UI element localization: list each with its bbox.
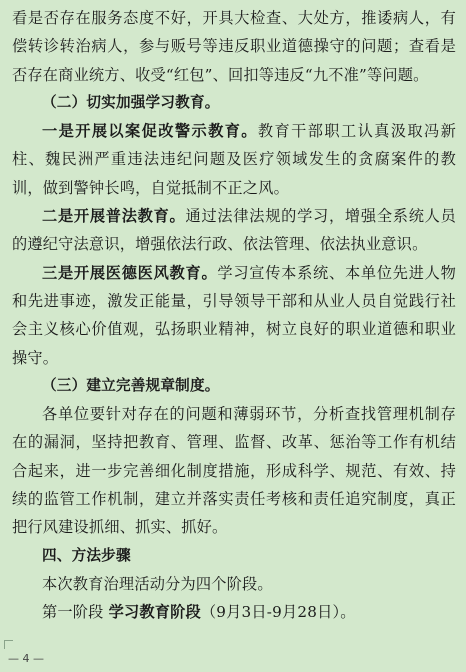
body-law-education: 通过法律法规的学习，增强全系统人员的遵纪守法意识，增强依法行政、依法管理、依法执业意识。 [12, 207, 456, 254]
paragraph-regulations: 各单位要针对存在的问题和薄弱环节，分析查找管理机制存在的漏洞，坚持把教育、管理、监督、改革、惩治等工作有机结合起来，进一步完善细化制度措施，形成科学、规范、有效、持续的监管工作机制，建立并落实责任考核和责任追究制度，真正把行风建设抓细、抓实、抓好。 [12, 405, 456, 537]
section-heading-method-steps: 四、方法步骤 [42, 546, 131, 564]
section-heading-regulations: （三）建立完善规章制度。 [42, 376, 220, 394]
body-ethics-education: 学习宣传本系统、本单位先进人物和先进事迹，激发正能量，引导领导干部和从业人员自觉践行社会主义核心价值观，弘扬职业精神，树立良好的职业道德和职业操守。 [12, 263, 456, 367]
paragraph-law-education [12, 202, 456, 259]
stage-one-lead: 学习教育阶段 [108, 603, 201, 622]
paragraph-inspection-items: 看是否存在服务态度不好，开具大检查、大处方，推诿病人，有偿转诊转治病人，参与贩号等违反职业道德操守的问题；查看是否存在商业统方、收受“红包”、回扣等违反“九不准”等问题。 [12, 9, 456, 84]
lead-ethics-education: 三是开展医德医风教育。 [42, 263, 218, 282]
paragraph-stage-one [12, 598, 456, 626]
lead-warning-education: 一是开展以案促改警示教育。 [42, 122, 258, 141]
paragraph-ethics-education [12, 259, 456, 372]
paragraph-four-stages: 本次教育治理活动分为四个阶段。 [42, 574, 273, 593]
body-warning-education: 教育干部职工认真汲取冯新柱、魏民洲严重违法违纪问题及医疗领域发生的贪腐案件的教训，做到警钟长鸣，自觉抵制不正之风。 [12, 122, 456, 197]
stage-one-dates: （9月3日-9月28日）。 [200, 603, 356, 622]
lead-law-education: 二是开展普法教育。 [42, 207, 186, 226]
paragraph-warning-education [12, 117, 456, 202]
page-number: — 4 — [8, 652, 44, 665]
stage-one-prefix: 第一阶段 [42, 603, 109, 622]
page-corner-mark [4, 640, 13, 649]
section-heading-study-education: （二）切实加强学习教育。 [42, 93, 220, 111]
document-body [12, 4, 456, 627]
